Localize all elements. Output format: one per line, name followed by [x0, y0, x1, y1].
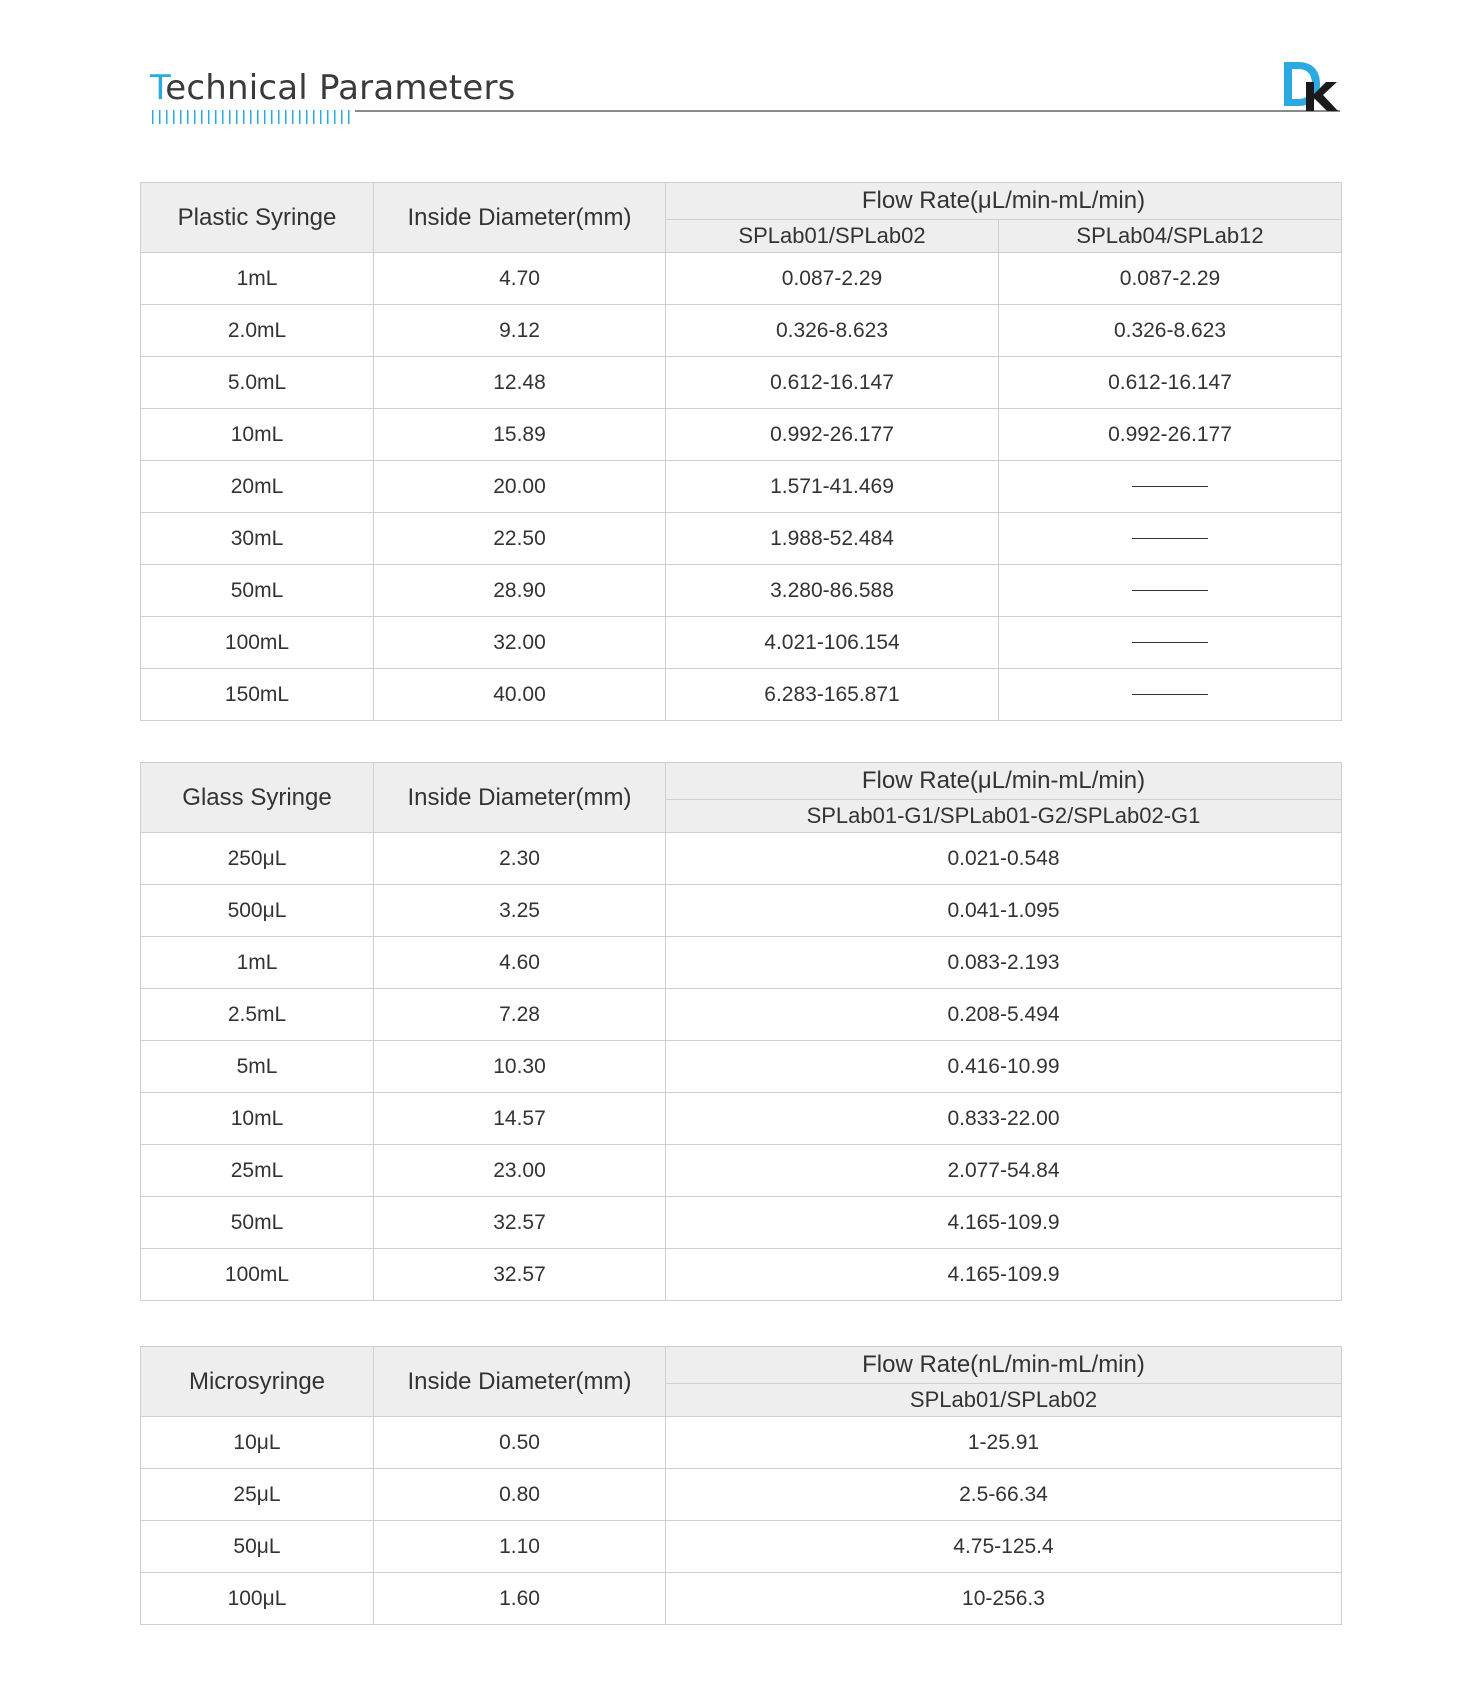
cell-flow-rate: 2.077-54.84 — [666, 1145, 1342, 1197]
cell-capacity: 50mL — [141, 1197, 374, 1249]
cell-flow-rate: 0.326-8.623 — [666, 305, 999, 357]
cell-flow-rate: 1.571-41.469 — [666, 461, 999, 513]
table-row — [141, 1521, 1342, 1573]
cell-flow-rate: 4.021-106.154 — [666, 617, 999, 669]
table-row — [141, 1249, 1342, 1301]
not-available-dash — [1132, 590, 1208, 591]
table-row — [141, 565, 1342, 617]
col-header-flow-rate: Flow Rate(nL/min-mL/min) — [666, 1347, 1342, 1384]
not-available-dash — [1132, 538, 1208, 539]
cell-capacity: 1mL — [141, 253, 374, 305]
cell-capacity: 500μL — [141, 885, 374, 937]
cell-flow-rate: 4.75-125.4 — [666, 1521, 1342, 1573]
cell-flow-rate-2 — [999, 461, 1342, 513]
cell-capacity: 5mL — [141, 1041, 374, 1093]
cell-inside-diameter: 15.89 — [374, 409, 666, 461]
cell-inside-diameter: 22.50 — [374, 513, 666, 565]
cell-capacity: 100mL — [141, 1249, 374, 1301]
subheader-model-1: SPLab01/SPLab02 — [666, 220, 999, 253]
cell-flow-rate-2 — [999, 565, 1342, 617]
col-header-diameter: Inside Diameter(mm) — [374, 1347, 666, 1417]
cell-flow-rate: 3.280-86.588 — [666, 565, 999, 617]
cell-capacity: 10μL — [141, 1417, 374, 1469]
col-header-flow-rate: Flow Rate(μL/min-mL/min) — [666, 763, 1342, 800]
cell-flow-rate: 0.208-5.494 — [666, 989, 1342, 1041]
cell-flow-rate: 4.165-109.9 — [666, 1249, 1342, 1301]
title-tick-decoration — [152, 110, 350, 124]
cell-flow-rate: 4.165-109.9 — [666, 1197, 1342, 1249]
col-header-syringe: Glass Syringe — [141, 763, 374, 833]
table-row — [141, 1145, 1342, 1197]
col-header-flow-rate: Flow Rate(μL/min-mL/min) — [666, 183, 1342, 220]
cell-inside-diameter: 40.00 — [374, 669, 666, 721]
cell-flow-rate-2 — [999, 617, 1342, 669]
cell-inside-diameter: 10.30 — [374, 1041, 666, 1093]
cell-capacity: 250μL — [141, 833, 374, 885]
cell-inside-diameter: 32.57 — [374, 1197, 666, 1249]
not-available-dash — [1132, 694, 1208, 695]
table-row — [141, 937, 1342, 989]
cell-flow-rate: 0.992-26.177 — [666, 409, 999, 461]
table-row — [141, 1469, 1342, 1521]
cell-inside-diameter: 0.50 — [374, 1417, 666, 1469]
plastic-table-body — [141, 253, 1342, 721]
cell-capacity: 50μL — [141, 1521, 374, 1573]
header-rule — [355, 110, 1340, 112]
col-header-syringe: Plastic Syringe — [141, 183, 374, 253]
table-row — [141, 461, 1342, 513]
table-row — [141, 1197, 1342, 1249]
subheader-model: SPLab01/SPLab02 — [666, 1384, 1342, 1417]
cell-capacity: 2.5mL — [141, 989, 374, 1041]
page-title — [150, 68, 516, 108]
cell-inside-diameter: 1.10 — [374, 1521, 666, 1573]
cell-capacity: 100mL — [141, 617, 374, 669]
cell-inside-diameter: 4.70 — [374, 253, 666, 305]
table-row — [141, 1093, 1342, 1145]
micro-table-body — [141, 1417, 1342, 1625]
cell-flow-rate-2: 0.087-2.29 — [999, 253, 1342, 305]
cell-flow-rate-2: 0.326-8.623 — [999, 305, 1342, 357]
cell-inside-diameter: 12.48 — [374, 357, 666, 409]
cell-inside-diameter: 4.60 — [374, 937, 666, 989]
cell-flow-rate: 0.021-0.548 — [666, 833, 1342, 885]
cell-inside-diameter: 2.30 — [374, 833, 666, 885]
table-row — [141, 669, 1342, 721]
cell-capacity: 1mL — [141, 937, 374, 989]
cell-inside-diameter: 0.80 — [374, 1469, 666, 1521]
cell-capacity: 150mL — [141, 669, 374, 721]
glass-syringe-table — [140, 762, 1342, 1301]
title-initial: T — [150, 68, 166, 108]
table-row — [141, 357, 1342, 409]
cell-inside-diameter: 3.25 — [374, 885, 666, 937]
table-row — [141, 305, 1342, 357]
cell-inside-diameter: 7.28 — [374, 989, 666, 1041]
table-row — [141, 885, 1342, 937]
cell-flow-rate-2 — [999, 513, 1342, 565]
col-header-syringe: Microsyringe — [141, 1347, 374, 1417]
table-row — [141, 513, 1342, 565]
cell-capacity: 100μL — [141, 1573, 374, 1625]
cell-capacity: 2.0mL — [141, 305, 374, 357]
cell-flow-rate: 6.283-165.871 — [666, 669, 999, 721]
cell-flow-rate: 1.988-52.484 — [666, 513, 999, 565]
title-text: echnical Parameters — [165, 68, 516, 108]
cell-flow-rate: 0.416-10.99 — [666, 1041, 1342, 1093]
cell-flow-rate: 1-25.91 — [666, 1417, 1342, 1469]
cell-inside-diameter: 20.00 — [374, 461, 666, 513]
cell-inside-diameter: 14.57 — [374, 1093, 666, 1145]
table-row — [141, 253, 1342, 305]
cell-inside-diameter: 1.60 — [374, 1573, 666, 1625]
table-row — [141, 989, 1342, 1041]
cell-capacity: 10mL — [141, 1093, 374, 1145]
cell-flow-rate: 2.5-66.34 — [666, 1469, 1342, 1521]
cell-flow-rate: 0.612-16.147 — [666, 357, 999, 409]
cell-flow-rate: 0.833-22.00 — [666, 1093, 1342, 1145]
microsyringe-table — [140, 1346, 1342, 1625]
cell-flow-rate: 0.087-2.29 — [666, 253, 999, 305]
table-row — [141, 1573, 1342, 1625]
cell-inside-diameter: 28.90 — [374, 565, 666, 617]
table-row — [141, 833, 1342, 885]
cell-capacity: 10mL — [141, 409, 374, 461]
table-row — [141, 409, 1342, 461]
cell-inside-diameter: 32.00 — [374, 617, 666, 669]
cell-inside-diameter: 32.57 — [374, 1249, 666, 1301]
table-row — [141, 1041, 1342, 1093]
cell-flow-rate: 0.041-1.095 — [666, 885, 1342, 937]
cell-flow-rate: 0.083-2.193 — [666, 937, 1342, 989]
cell-capacity: 20mL — [141, 461, 374, 513]
table-row — [141, 617, 1342, 669]
cell-flow-rate-2: 0.992-26.177 — [999, 409, 1342, 461]
cell-flow-rate-2: 0.612-16.147 — [999, 357, 1342, 409]
cell-capacity: 5.0mL — [141, 357, 374, 409]
plastic-syringe-table — [140, 182, 1342, 721]
dk-logo-icon — [1282, 60, 1340, 112]
cell-inside-diameter: 23.00 — [374, 1145, 666, 1197]
not-available-dash — [1132, 642, 1208, 643]
col-header-diameter: Inside Diameter(mm) — [374, 183, 666, 253]
cell-capacity: 25mL — [141, 1145, 374, 1197]
cell-flow-rate-2 — [999, 669, 1342, 721]
cell-capacity: 50mL — [141, 565, 374, 617]
cell-capacity: 25μL — [141, 1469, 374, 1521]
page-header — [150, 66, 1340, 126]
glass-table-body — [141, 833, 1342, 1301]
cell-capacity: 30mL — [141, 513, 374, 565]
subheader-model-2: SPLab04/SPLab12 — [999, 220, 1342, 253]
cell-inside-diameter: 9.12 — [374, 305, 666, 357]
table-row — [141, 1417, 1342, 1469]
subheader-model: SPLab01-G1/SPLab01-G2/SPLab02-G1 — [666, 800, 1342, 833]
not-available-dash — [1132, 486, 1208, 487]
col-header-diameter: Inside Diameter(mm) — [374, 763, 666, 833]
cell-flow-rate: 10-256.3 — [666, 1573, 1342, 1625]
